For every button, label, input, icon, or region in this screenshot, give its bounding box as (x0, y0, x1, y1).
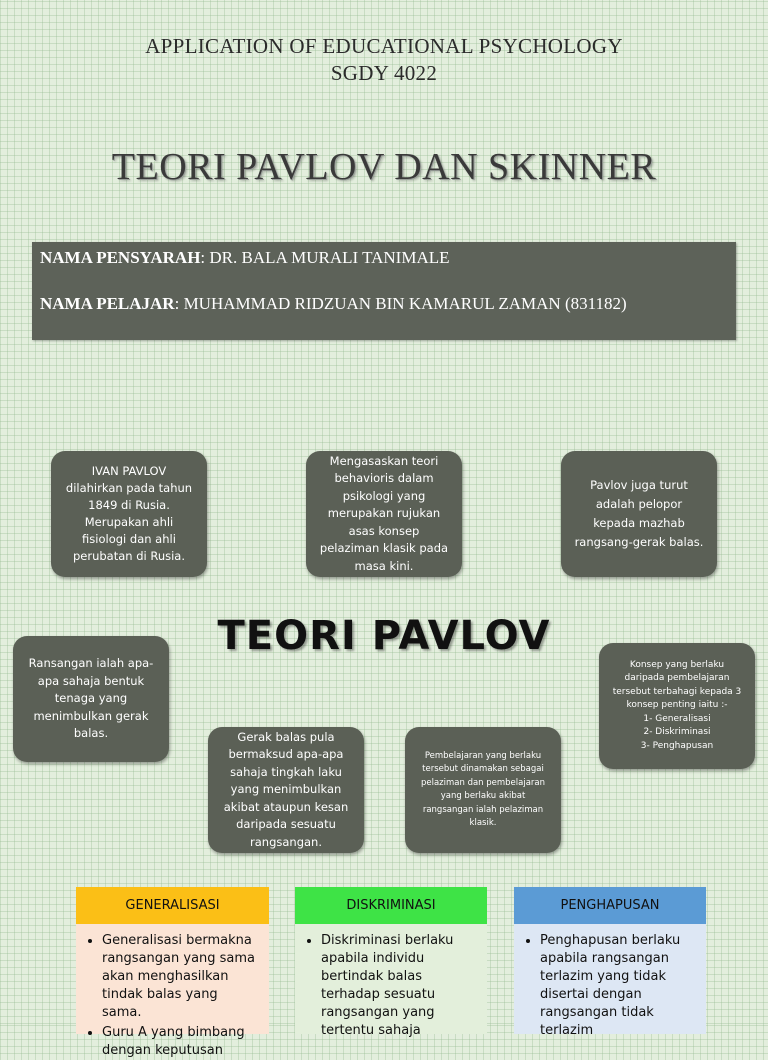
student-label: NAMA PELAJAR (40, 294, 175, 313)
list-item: • Guru A yang bimbang dengan keputusan (102, 1024, 259, 1060)
card-concepts-text (613, 659, 742, 754)
page-title: TEORI PAVLOV DAN SKINNER (111, 146, 657, 188)
card-line: daripada sesuatu (236, 817, 336, 832)
card-line: dilahirkan pada tahun (65, 481, 193, 495)
card-response (208, 727, 364, 853)
card-line: konsep penting iaitu :- (626, 700, 728, 711)
penghapusan-body (514, 924, 706, 1038)
penghapusan-heading: PENGHAPUSAN (514, 887, 706, 924)
card-line: perubatan di Rusia. (72, 549, 186, 563)
generalisasi-body (76, 924, 269, 1058)
card-line: Mengasaskan teori (329, 453, 439, 468)
card-line: yang menimbulkan (230, 782, 342, 797)
card-ivan-pavlov (51, 451, 207, 577)
student-value: : MUHAMMAD RIDZUAN BIN KAMARUL ZAMAN (831182) (174, 294, 627, 313)
card-line: masa kini. (354, 558, 414, 573)
card-line: asas konsep (348, 523, 420, 538)
card-line: daripada pembelajaran (624, 673, 730, 684)
generalisasi-list (88, 932, 259, 1060)
card-line: Konsep yang berlaku (629, 659, 725, 670)
card-line: psikologi yang (342, 488, 426, 503)
card-line: tersebut dinamakan sebagai (422, 764, 544, 774)
card-behaviorist-text (320, 453, 448, 576)
card-line: rangsang-gerak balas. (574, 535, 704, 549)
card-pioneer-text (575, 476, 704, 552)
diskriminasi-body (295, 924, 487, 1038)
list-item: • Generalisasi bermakna rangsangan yang sama akan menghasilkan tindak balas yang sama. (102, 932, 259, 1022)
card-line: 1- Generalisasi (643, 713, 711, 724)
card-line: tenaga yang (54, 691, 128, 706)
diskriminasi-list (307, 932, 477, 1040)
card-line: apa sahaja bentuk (37, 673, 145, 688)
card-line: fisiologi dan ahli (82, 532, 176, 546)
card-line: menimbulkan gerak (33, 708, 149, 723)
info-box (32, 242, 736, 340)
lecturer-line (40, 248, 450, 268)
card-line: Ransangan ialah apa- (28, 656, 154, 671)
card-line: 3- Penghapusan (640, 740, 714, 751)
card-response-text (224, 729, 349, 852)
card-line: 2- Diskriminasi (643, 727, 711, 738)
card-stimulus (13, 636, 169, 762)
card-line: kepada mazhab (593, 516, 685, 530)
card-line: pelaziman klasik pada (319, 541, 449, 556)
card-line: behavioris dalam (334, 471, 434, 486)
generalisasi-heading: GENERALISASI (76, 887, 269, 924)
lecturer-label: NAMA PENSYARAH (40, 248, 201, 267)
card-line: Pavlov juga turut (590, 478, 688, 492)
card-line: Gerak balas pula (237, 729, 335, 744)
card-pioneer (561, 451, 717, 577)
card-line: Merupakan ahli (84, 515, 174, 529)
card-line: tersebut terbahagi kepada 3 (612, 686, 742, 697)
card-line: akibat ataupun kesan (223, 799, 349, 814)
card-line: rangsangan. (250, 834, 322, 849)
card-stimulus-text (29, 655, 154, 743)
lecturer-value: : DR. BALA MURALI TANIMALE (200, 248, 450, 267)
card-line: 1849 di Rusia. (88, 498, 170, 512)
card-line: adalah pelopor (595, 497, 683, 511)
student-line (40, 294, 627, 314)
section-title: TEORI PAVLOV (217, 613, 551, 659)
card-line: yang berlaku akibat (440, 791, 526, 801)
card-line: sahaja tingkah laku (230, 764, 342, 779)
list-item: • Diskriminasi berlaku apabila individu bertindak balas terhadap sesuatu rangsangan yang tertentu sahaja (321, 932, 477, 1040)
card-behaviorist (306, 451, 462, 577)
card-conditioning-text (421, 750, 545, 831)
card-line: klasik. (469, 818, 497, 828)
card-line: merupakan rujukan (327, 506, 441, 521)
card-line: rangsangan ialah pelaziman (422, 804, 544, 815)
diskriminasi-heading: DISKRIMINASI (295, 887, 487, 924)
card-conditioning (405, 727, 561, 853)
card-ivan-pavlov-text (66, 463, 192, 565)
card-concepts (599, 643, 755, 769)
list-item: • Penghapusan berlaku apabila rangsangan terlazim yang tidak disertai dengan rangsangan tidak terlazim (540, 932, 696, 1040)
card-line: bermaksud apa-apa (228, 747, 344, 762)
card-line: Pembelajaran yang berlaku (424, 750, 542, 761)
course-title: APPLICATION OF EDUCATIONAL PSYCHOLOGY (145, 34, 623, 58)
card-line: balas. (73, 726, 109, 741)
penghapusan-list (526, 932, 696, 1040)
card-line: pelaziman dan pembelajaran (420, 777, 546, 788)
card-line: IVAN PAVLOV (91, 464, 167, 478)
course-code: SGDY 4022 (330, 61, 438, 85)
